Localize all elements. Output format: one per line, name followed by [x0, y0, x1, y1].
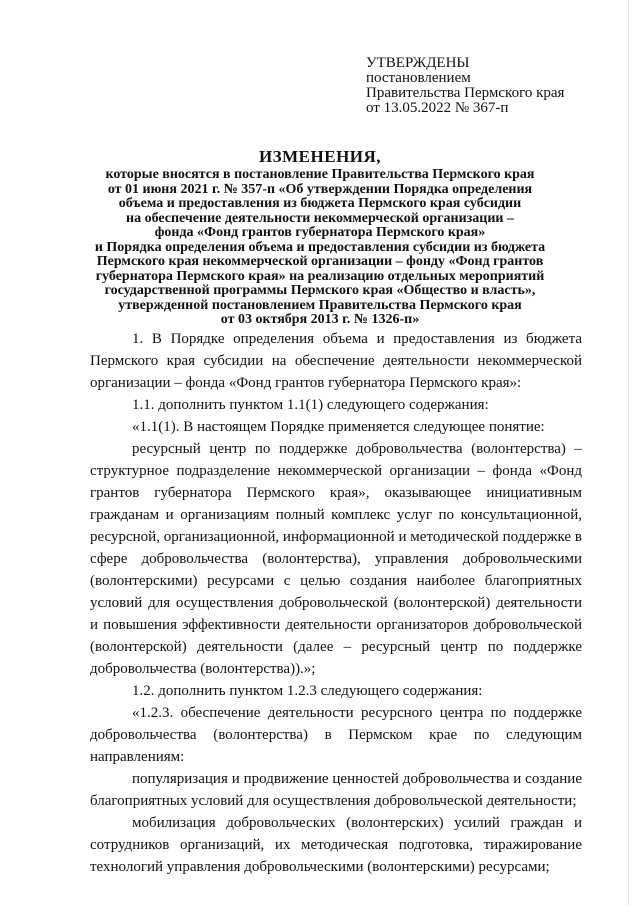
approval-line: УТВЕРЖДЕНЫ	[366, 55, 470, 71]
paragraph-definition: ресурсный центр по поддержке добровольчества (волонтерства) – структурное подразделение некоммерческой организации – фонда «Фонд грантов губернатора Пермского края», оказывающее инициативным гражданам и организациям полный комплекс услуг по консультационной, ресурсной, организационной, информационной и методической поддержке в сфере добровольчества (волонтерства), управления добровольческими (волонтерскими) ресурсами с целью создания наиболее благоприятных условий для осуществления добровольческой (волонтерской) деятельности и повышения эффективности деятельности организаторов добровольческой (волонтерской) деятельности (далее – ресурсный центр по поддержке добровольчества (волонтерства)).»;	[90, 441, 582, 677]
document-subtitle	[70, 168, 570, 328]
subtitle-line: губернатора Пермского края» на реализацию отдельных мероприятий	[95, 268, 545, 284]
document-body	[90, 328, 582, 878]
subtitle-line: которые вносятся в постановление Правительства Пермского края	[105, 167, 535, 182]
document-title: ИЗМЕНЕНИЯ,	[258, 147, 382, 166]
paragraph-item-1-2-3: «1.2.3. обеспечение деятельности ресурсного центра по поддержке добровольчества (волонтерства) в Пермском крае по следующим направлениям:	[90, 705, 582, 765]
subtitle-line: от 03 октября 2013 г. № 1326-п»	[220, 312, 420, 327]
approval-line: постановлением	[366, 70, 471, 86]
paragraph-section-1: 1. В Порядке определения объема и предоставления из бюджета Пермского края субсидии на обеспечение деятельности некоммерческой организации – фонда «Фонд грантов губернатора Пермского края»:	[90, 331, 582, 391]
subtitle-line: от 01 июня 2021 г. № 357-п «Об утверждении Порядка определения	[107, 181, 533, 197]
approval-line: от 13.05.2022 № 367-п	[366, 100, 509, 116]
subtitle-line: государственной программы Пермского края «Общество и власть»,	[104, 283, 536, 298]
approval-line: Правительства Пермского края	[366, 85, 565, 101]
subtitle-line: на обеспечение деятельности некоммерческой организации –	[126, 210, 514, 226]
approval-stamp	[366, 56, 616, 116]
subtitle-line: объема и предоставления из бюджета Пермского края субсидии	[118, 196, 522, 211]
subtitle-line: фонда «Фонд грантов губернатора Пермского края»	[154, 225, 486, 240]
subtitle-line: утвержденной постановлением Правительства Пермского края	[118, 297, 522, 313]
paragraph-item-1-1-1: «1.1(1). В настоящем Порядке применяется следующее понятие:	[132, 419, 545, 435]
paragraph-item-1-2: 1.2. дополнить пунктом 1.2.3 следующего содержания:	[132, 683, 483, 699]
paragraph-mobilization: мобилизация добровольческих (волонтерских) усилий граждан и сотрудников организаций, их методическая подготовка, тиражирование технологий управления добровольческими (волонтерскими) ресурсами;	[90, 815, 582, 875]
subtitle-line: и Порядка определения объема и предоставления субсидии из бюджета	[94, 239, 546, 255]
paragraph-item-1-1: 1.1. дополнить пунктом 1.1(1) следующего содержания:	[132, 397, 489, 413]
paragraph-popularization: популяризация и продвижение ценностей добровольчества и создание благоприятных условий для осуществления добровольческой деятельности;	[90, 771, 582, 809]
page-edge-line	[628, 0, 629, 905]
subtitle-line: Пермского края некоммерческой организации – фонду «Фонд грантов	[96, 254, 544, 269]
